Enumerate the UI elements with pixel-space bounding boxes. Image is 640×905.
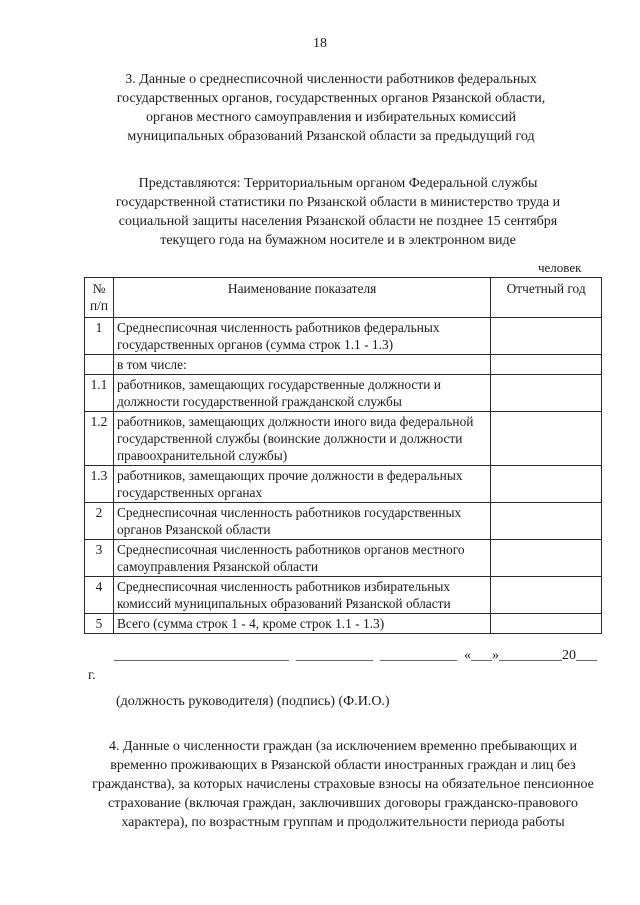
row-value-cell[interactable]	[491, 412, 602, 466]
table-row	[85, 503, 602, 540]
row-number: 1	[85, 318, 114, 355]
row-indicator: работников, замещающих должности иного вида федеральной государственной службы (воинские должности и должности правоохранительной службы)	[113, 412, 490, 466]
table-row	[85, 466, 602, 503]
indicator-table	[84, 277, 602, 634]
signature-line[interactable]: _________________________ ___________ ___________ «___»_________20___	[114, 648, 597, 663]
row-number	[85, 355, 114, 375]
row-indicator: в том числе:	[113, 355, 490, 375]
row-indicator: Среднесписочная численность работников федеральных государственных органов (сумма строк 1.1 - 1.3)	[113, 318, 490, 355]
section-3-title: 3. Данные о среднесписочной численности работников федеральных государственных органов, государственных органов Рязанской области, органов местного самоуправления и избирательных комиссий муниципальных образований Рязанской области за предыдущий год	[116, 72, 546, 144]
table-row	[85, 355, 602, 375]
row-number: 1.3	[85, 466, 114, 503]
submission-note: Представляются: Территориальным органом Федеральной службы государственной статистики по Рязанской области в министерство труда и социальной защиты населения Рязанской области не позднее 15 сентября текущего года на бумажном носителе и в электронном виде	[115, 176, 561, 248]
row-number: 5	[85, 614, 114, 634]
row-indicator: работников, замещающих государственные должности и должности государственной гражданской службы	[113, 375, 490, 412]
table-row	[85, 577, 602, 614]
row-value-cell[interactable]	[491, 318, 602, 355]
row-indicator: Среднесписочная численность работников государственных органов Рязанской области	[113, 503, 490, 540]
year-suffix: г.	[88, 668, 96, 683]
row-number: 1.1	[85, 375, 114, 412]
table-row	[85, 614, 602, 634]
header-reporting-year: Отчетный год	[491, 278, 602, 318]
table-row	[85, 412, 602, 466]
page-number: 18	[313, 36, 327, 51]
table-row	[85, 375, 602, 412]
row-value-cell[interactable]	[491, 540, 602, 577]
unit-label: человек	[538, 260, 582, 275]
row-indicator: работников, замещающих прочие должности в федеральных государственных органах	[113, 466, 490, 503]
table-row	[85, 318, 602, 355]
table-row	[85, 540, 602, 577]
signature-caption: (должность руководителя) (подпись) (Ф.И.О.)	[116, 694, 390, 709]
row-value-cell[interactable]	[491, 503, 602, 540]
row-value-cell[interactable]	[491, 577, 602, 614]
row-indicator: Среднесписочная численность работников избирательных комиссий муниципальных образований Рязанской области	[113, 577, 490, 614]
header-number: № п/п	[85, 278, 114, 318]
row-number: 1.2	[85, 412, 114, 466]
row-value-cell[interactable]	[491, 466, 602, 503]
row-indicator: Всего (сумма строк 1 - 4, кроме строк 1.1 - 1.3)	[113, 614, 490, 634]
section-4-title: 4. Данные о численности граждан (за исключением временно пребывающих и временно проживающих в Рязанской области иностранных граждан и лиц без гражданства), за которых начислены страховые взносы на обязательное пенсионное страхование (включая граждан, заключивших договоры гражданско-правового характера), по возрастным группам и продолжительности периода работы	[92, 739, 594, 830]
row-number: 4	[85, 577, 114, 614]
header-indicator-name: Наименование показателя	[113, 278, 490, 318]
row-value-cell[interactable]	[491, 355, 602, 375]
row-indicator: Среднесписочная численность работников органов местного самоуправления Рязанской области	[113, 540, 490, 577]
row-value-cell[interactable]	[491, 614, 602, 634]
table-header-row	[85, 278, 602, 318]
row-number: 3	[85, 540, 114, 577]
row-number: 2	[85, 503, 114, 540]
row-value-cell[interactable]	[491, 375, 602, 412]
